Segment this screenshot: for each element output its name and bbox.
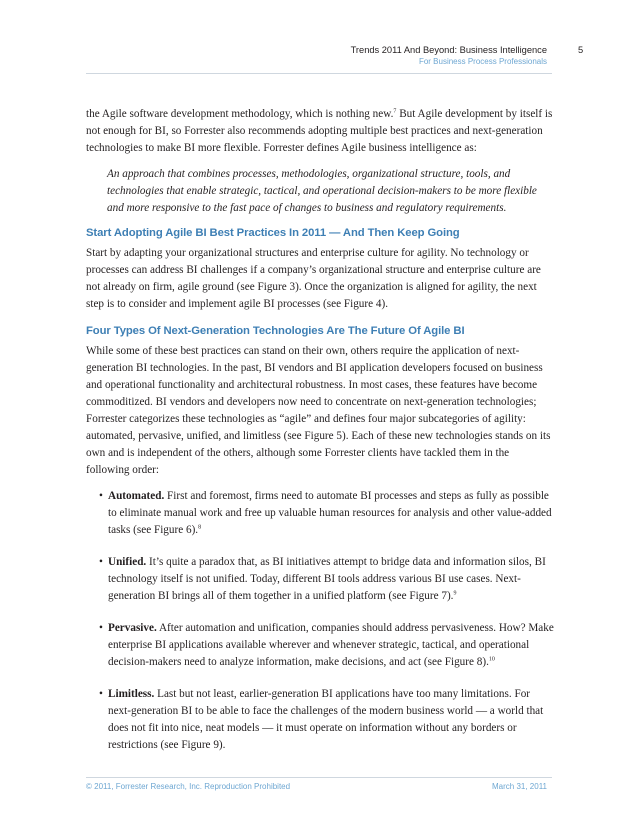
intro-text-continued: But Agile development by itself is not enough for BI, so Forrester also recommends adopting multiple best practices and next-generation technologies to make BI more flexible. Forrester defines Agile business intelligence as: <box>86 108 553 154</box>
footer-divider <box>86 777 552 778</box>
agility-subcategory-list <box>99 488 554 754</box>
list-item-automated <box>99 488 554 539</box>
section-heading-technologies: Four Types Of Next-Generation Technologies Are The Future Of Agile BI <box>86 325 465 337</box>
publication-date: March 31, 2011 <box>492 782 547 791</box>
list-item-limitless <box>99 686 554 754</box>
bullet-term: Automated. <box>108 490 165 502</box>
bullet-term: Limitless. <box>108 688 155 700</box>
page-number: 5 <box>578 45 584 55</box>
bullet-text: After automation and unification, companies should address pervasiveness. How? Make enterprise BI applications available wherever and whenever strategic, tactical, and operational decision-makers need to analyze information, make decisions, and act (see Figure 8). <box>108 622 554 668</box>
bullet-text: It’s quite a paradox that, as BI initiatives attempt to bridge data and information silos, BI technology itself is not unified. Today, different BI tools address various BI use cases. Next-generation BI brings all of them together in a unified platform (see Figure 7). <box>108 556 546 602</box>
report-title: Trends 2011 And Beyond: Business Intelligence <box>350 45 547 55</box>
bullet-term: Unified. <box>108 556 147 568</box>
page-body <box>86 106 554 769</box>
copyright-notice: © 2011, Forrester Research, Inc. Reproduction Prohibited <box>86 782 291 791</box>
endnote-marker[interactable]: 7 <box>393 108 397 115</box>
bullet-icon: • <box>99 490 103 502</box>
intro-paragraph <box>86 106 554 157</box>
bullet-icon: • <box>99 556 103 568</box>
bullet-term: Pervasive. <box>108 622 157 634</box>
endnote-marker[interactable]: 8 <box>198 524 202 531</box>
technologies-paragraph: While some of these best practices can stand on their own, others require the application of next-generation BI technologies. In the past, BI vendors and BI application developers focused on business and operational functionality and architectural robustness. In most cases, these features have become commoditized. BI vendors and developers now need to concentrate on next-generation technologies; Forrester categorizes these technologies as “agile” and defines four major subcategories of agility: automated, pervasive, unified, and limitless (see Figure 5). Each of these new technologies stands on its own and is independent of the others, although some Forrester clients have tackled them in the following order: <box>86 345 551 476</box>
best-practices-paragraph: Start by adapting your organizational structures and enterprise culture for agility. No technology or processes can address BI challenges if a company’s organizational structure and enterprise culture are not already on firm, agile ground (see Figure 3). Once the organization is aligned for agility, the next step is to consider and implement agile BI processes (see Figure 4). <box>86 247 541 310</box>
intro-text: the Agile software development methodology, which is nothing new. <box>86 108 394 120</box>
bullet-text: First and foremost, firms need to automate BI processes and steps as fully as possible to eliminate manual work and free up valuable human resources for analysis and other value-added tasks (see Figure 6). <box>108 490 552 536</box>
list-item-unified <box>99 554 554 605</box>
bullet-text: Last but not least, earlier-generation BI applications have too many limitations. For next-generation BI to be able to face the challenges of the modern business world — a world that does not fit into nice, neat models — it must operate on information without any borders or restrictions (see Figure 9). <box>108 688 544 751</box>
header-divider <box>86 73 552 74</box>
bullet-icon: • <box>99 622 103 634</box>
report-audience: For Business Process Professionals <box>418 57 547 66</box>
agile-bi-definition: An approach that combines processes, methodologies, organizational structure, tools, and technologies that enable strategic, tactical, and operational decision-makers to be more flexible and more responsive to the fast pace of changes to business and regulatory requirements. <box>107 168 537 214</box>
endnote-marker[interactable]: 10 <box>488 656 495 663</box>
bullet-icon: • <box>99 688 103 700</box>
list-item-pervasive <box>99 620 554 671</box>
section-heading-best-practices: Start Adopting Agile BI Best Practices In 2011 — And Then Keep Going <box>86 227 460 239</box>
endnote-marker[interactable]: 9 <box>453 590 457 597</box>
